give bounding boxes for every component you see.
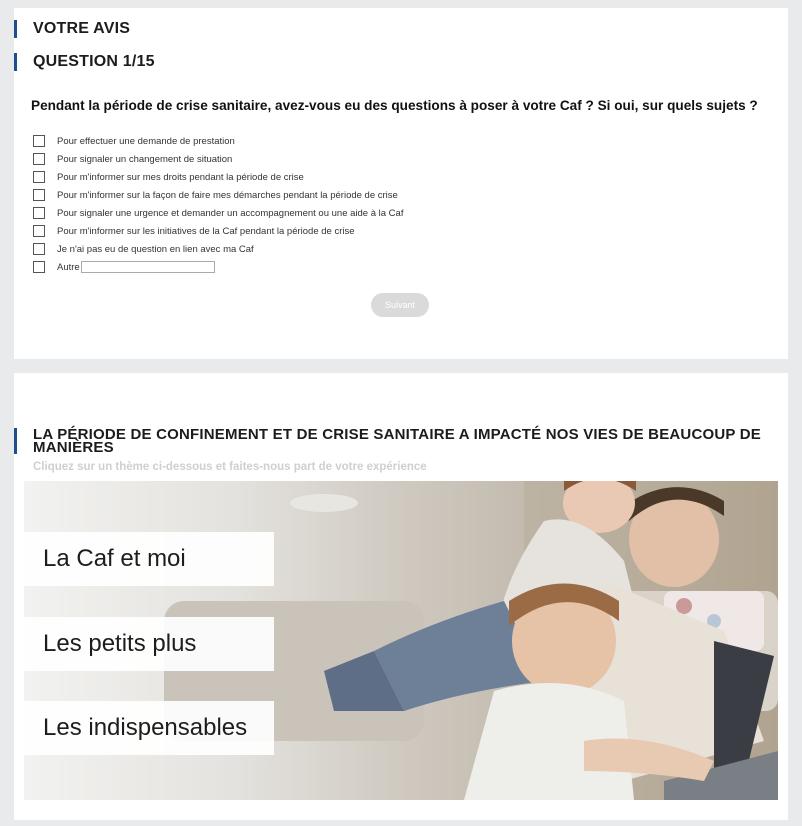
option-urgence[interactable]	[33, 204, 403, 222]
checkbox[interactable]	[33, 207, 45, 219]
checkbox[interactable]	[33, 171, 45, 183]
impact-title-line: MANIÈRES	[33, 439, 114, 456]
options-list	[33, 132, 403, 276]
checkbox[interactable]	[33, 135, 45, 147]
checkbox[interactable]	[33, 243, 45, 255]
next-button[interactable]: Suivant	[371, 293, 429, 317]
question-text: Pendant la période de crise sanitaire, avez-vous eu des questions à poser à votre Caf ? Si oui, sur quels sujets ?	[31, 98, 758, 113]
question-number: QUESTION 1/15	[14, 53, 155, 71]
theme-la-caf-et-moi[interactable]: La Caf et moi	[24, 532, 274, 586]
checkbox[interactable]	[33, 189, 45, 201]
checkbox[interactable]	[33, 261, 45, 273]
option-droits[interactable]	[33, 168, 403, 186]
option-label: Pour signaler un changement de situation	[57, 153, 233, 165]
option-label: Autre	[57, 261, 80, 273]
option-prestation[interactable]	[33, 132, 403, 150]
option-label: Je n'ai pas eu de question en lien avec ma Caf	[57, 243, 254, 255]
option-autre[interactable]	[33, 258, 403, 276]
option-demarches[interactable]	[33, 186, 403, 204]
themes-panel	[14, 373, 788, 820]
option-label: Pour m'informer sur mes droits pendant la période de crise	[57, 171, 304, 183]
impact-title-line: LA PÉRIODE DE CONFINEMENT ET DE CRISE SANITAIRE A IMPACTÉ NOS VIES DE BEAUCOUP DE	[33, 426, 761, 443]
theme-les-petits-plus[interactable]: Les petits plus	[24, 617, 274, 671]
option-label: Pour signaler une urgence et demander un accompagnement ou une aide à la Caf	[57, 207, 404, 219]
other-text-input[interactable]	[81, 261, 215, 273]
impact-subtitle: Cliquez sur un thème ci-dessous et faites-nous part de votre expérience	[33, 461, 427, 473]
option-label: Pour effectuer une demande de prestation	[57, 135, 235, 147]
hero-image	[24, 481, 778, 800]
survey-panel	[14, 8, 788, 359]
theme-les-indispensables[interactable]: Les indispensables	[24, 701, 274, 755]
checkbox[interactable]	[33, 153, 45, 165]
impact-title	[14, 428, 773, 454]
option-aucune-question[interactable]	[33, 240, 403, 258]
section-title: VOTRE AVIS	[14, 20, 130, 38]
option-changement-situation[interactable]	[33, 150, 403, 168]
checkbox[interactable]	[33, 225, 45, 237]
option-label: Pour m'informer sur la façon de faire mes démarches pendant la période de crise	[57, 189, 398, 201]
option-label: Pour m'informer sur les initiatives de la Caf pendant la période de crise	[57, 225, 355, 237]
option-initiatives[interactable]	[33, 222, 403, 240]
